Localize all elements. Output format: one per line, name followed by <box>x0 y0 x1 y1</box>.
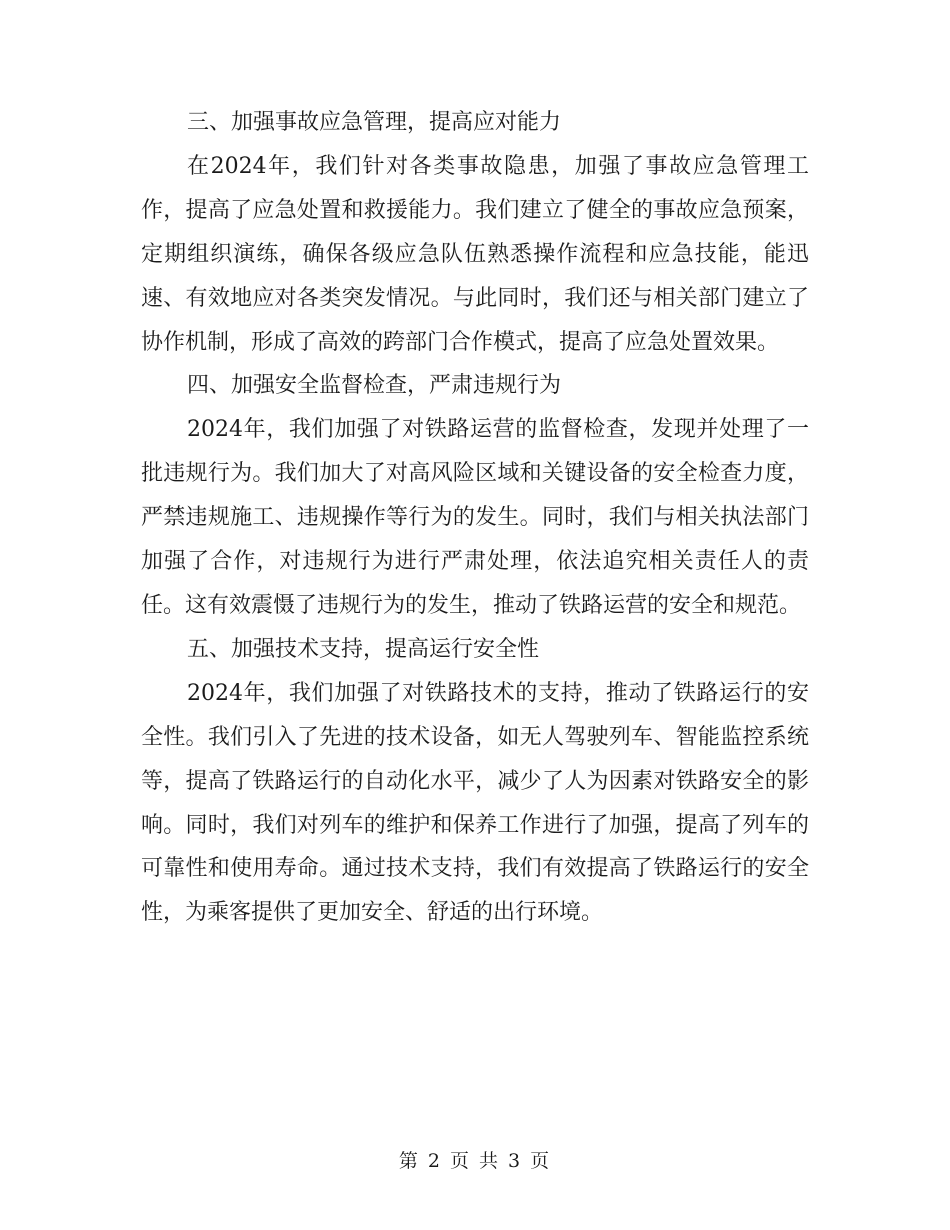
section-paragraph-5: 2024年，我们加强了对铁路技术的支持，推动了铁路运行的安全性。我们引入了先进的技术设备，如无人驾驶列车、智能监控系统等，提高了铁路运行的自动化水平，减少了人为因素对铁路安全的影响。同时，我们对列车的维护和保养工作进行了加强，提高了列车的可靠性和使用寿命。通过技术支持，我们有效提高了铁路运行的安全性，为乘客提供了更加安全、舒适的出行环境。 <box>141 680 809 926</box>
section-heading-3: 三、加强事故应急管理，提高应对能力 <box>187 110 562 135</box>
section-paragraph-4: 2024年，我们加强了对铁路运营的监督检查，发现并处理了一批违规行为。我们加大了对高风险区域和关键设备的安全检查力度，严禁违规施工、违规操作等行为的发生。同时，我们与相关执法部门加强了合作，对违规行为进行严肃处理，依法追究相关责任人的责任。这有效震慑了违规行为的发生，推动了铁路运营的安全和规范。 <box>141 417 809 618</box>
section-heading-5: 五、加强技术支持，提高运行安全性 <box>187 636 540 662</box>
section-heading-4: 四、加强安全监督检查，严肃违规行为 <box>187 373 562 399</box>
section-paragraph-3: 在2024年，我们针对各类事故隐患，加强了事故应急管理工作，提高了应急处置和救援能力。我们建立了健全的事故应急预案，定期组织演练，确保各级应急队伍熟悉操作流程和应急技能，能迅速、有效地应对各类突发情况。与此同时，我们还与相关部门建立了协作机制，形成了高效的跨部门合作模式，提高了应急处置效果。 <box>141 153 809 355</box>
page-number-footer: 第 2 页 共 3 页 <box>398 1150 552 1172</box>
document-body <box>141 101 809 935</box>
